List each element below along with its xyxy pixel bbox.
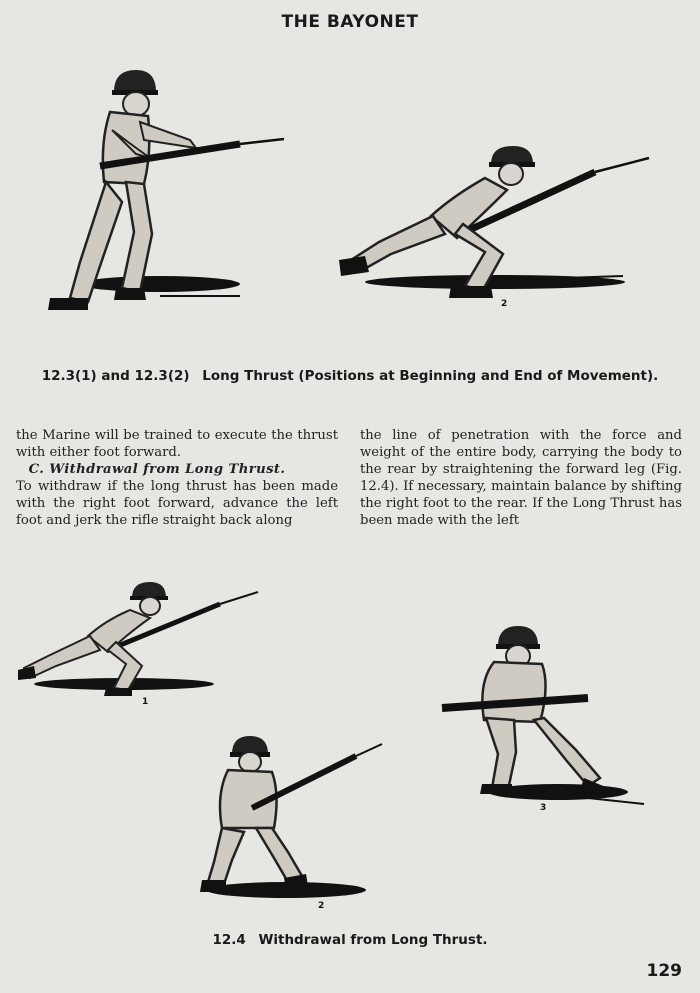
body-paragraph: To withdraw if the long thrust has been made with the right foot forward, advance the left foot and jerk the rifle straight back along [16,479,338,528]
panel-label: 1 [142,697,149,707]
text-column-right [360,427,682,529]
soldier-standing-illustration [40,62,290,324]
figure-number: 12.4 [212,932,246,948]
running-head: THE BAYONET [281,12,419,32]
figure-12-4-caption [0,932,700,948]
text-column-left [16,427,338,529]
soldier-withdraw-stance-illustration [196,732,396,912]
section-heading: C. Withdrawal from Long Thrust. [28,462,286,477]
panel-label: 3 [540,803,547,812]
figure-12-4-panel-3 [438,622,658,812]
figure-caption-text: Long Thrust (Positions at Beginning and End of Movement). [202,368,659,384]
page-number: 129 [646,961,682,981]
panel-label: 2 [318,901,325,911]
soldier-lunge-withdraw-illustration [14,578,264,708]
figure-12-3-caption [0,368,700,384]
figure-12-3-panel-2 [335,142,655,310]
figure-number: 12.3(1) and 12.3(2) [41,368,190,384]
panel-label: 2 [501,299,508,309]
figure-caption-text: Withdrawal from Long Thrust. [258,932,488,948]
soldier-withdraw-crouch-illustration [438,622,658,812]
figure-12-4-panel-1 [14,578,264,708]
body-paragraph: the line of penetration with the force and weight of the entire body, carrying the body to the rear by straightening the forward leg (Fig. 12.4). If necessary, maintain balance by shifting the right foot to the rear. If the Long Thrust has been made with the left [360,428,682,528]
body-paragraph: the Marine will be trained to execute the thrust with either foot forward. [16,428,338,460]
figure-12-4-panel-2 [196,732,396,912]
panel-label: 1 [186,277,193,287]
figure-12-3-panel-1 [40,62,290,324]
soldier-lunging-illustration [335,142,655,310]
